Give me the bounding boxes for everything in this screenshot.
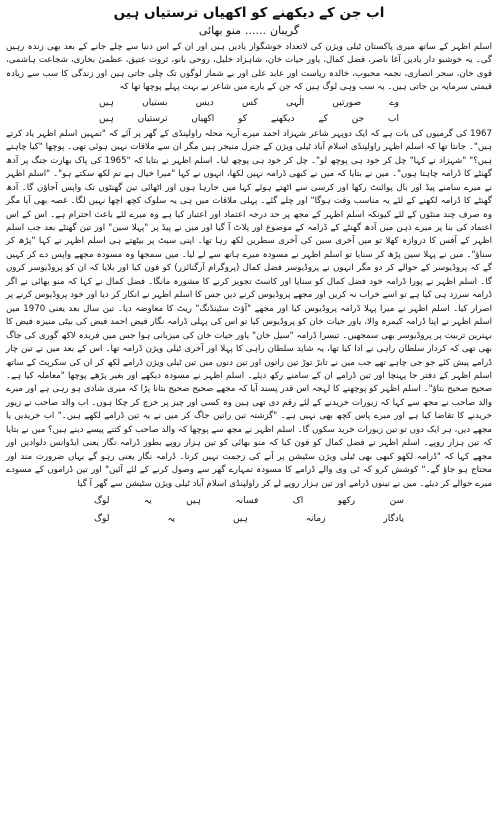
byline [6, 23, 492, 39]
couplet-1-line-2: اب جن کے دیکھنے کو اکھیاں ترستیاں ہیں [99, 113, 399, 124]
author-name: منو بھائی [198, 24, 241, 37]
couplet-2-line-2: یادگار زمانہ ہیں یہ لوگ [94, 514, 404, 525]
couplet-1-line-1: وے صورتیں الٰہی کس دیس بستیاں ہیں [99, 97, 399, 108]
paragraph-intro: اسلم اظہر کے ساتھ میری پاکستان ٹیلی ویژن کی لاتعداد خوشگوار یادیں ہیں اور ان کے اس دنیا سے چلے جانے کے بعد بھی زندہ رہیں گی۔ یہ خوشبو دار یادیں آغا ناصر، فضل کمال، یاور حیات خان، شاہزاد خلیل، روحی بانو، ثروت عتیق، عظمیٰ بخاری، شجاعت ہاشمی، قوی خان، سحر انصاری، نجمہ محبوب، خالدہ ریاست اور عابد علی اور بے شمار لوگوں تک چلی جاتی ہیں اور زندگی کا سب سے زیادہ قیمتی سرمایہ بن جاتی ہیں۔ یہ سب وہی لوگ ہیں کہ جن کے بارے میں شاعر نے بہت پہلے پوچھا تھا کہ [6, 42, 492, 93]
column-body [6, 41, 492, 527]
paragraph-main: 1967 کی گرمیوں کی بات ہے کہ ایک دوپہر شاعر شہزاد احمد میرے آریہ محلہ راولپنڈی کے گھر پر آئے کہ "تمہیں اسلم اظہر یاد کرتے ہیں"۔ جانتا تھا کہ اسلم اظہر راولپنڈی اسلام آباد ٹیلی ویژن کے جنرل منیجر ہیں مگر ان سے ملاقات نہیں ہوئی تھی۔ پوچھا "کیا چاہتے ہیں؟" "شہزاد نے کہا" چل کر خود ہی پوچھ لو"۔ چل کر خود ہی پوچھ لیا۔ اسلم اظہر نے بتایا کہ "1965 کی پاک بھارت جنگ پر آدھ گھنٹے کا ڈرامہ چاہتا ہوں"۔ میں نے بتایا کہ میں نے کبھی ڈرامہ نہیں لکھا، انہوں نے کہا "میرا خیال ہے تم لکھ سکتے ہو"۔ "اسلم اظہر نے میرے سامنے پیڈ اور بال پوائنٹ رکھا اور کرسی سے اٹھتے ہوئے کہا میں جارہا ہوں اور اٹھائی تین گھنٹوں تک واپس آجاؤں گا۔ آدھ گھنٹے کا ڈرامہ لکھنے کے لئے یہ مناسب وقت ہوگا" اور چلے گئے۔ پہلی ملاقات میں ہی یہ سلوک کچھ اچھا نہیں لگا۔ غصہ بھی آیا مگر وہ صرف چند منٹوں کے لئے کیونکہ اسلم اظہر کے مجھ پر حد درجہ اعتماد اور اعتبار کیا ہے وہ میرے لئے باعث احترام ہے۔ اس کے اس اعتماد کی بنا پر میرے ذہن میں آدھ گھنٹے کے ڈرامہ کے موضوع اور پلاٹ آ گیا اور میں نے پیڈ پر "پہلا سین" اور تین گھنٹے بعد جب اسلم اظہر کے آفس کا دروازہ کھلا تو میں آخری سین کی آخری سطریں لکھ رہا تھا۔ اپنی سیٹ پر بیٹھتے ہی اسلم اظہر نے کہا "پڑھ کر سناؤ"۔ میں نے پہلا سین پڑھ کر سنایا تو اسلم اظہر نے مسودہ میرے ہاتھ سے لے لیا۔ میں سمجھا وہ مسودہ مجھے واپس دے کر کہیں گے کہ پروڈیوسر کے حوالے کر دو مگر انہوں نے پروڈیوسر فضل کمال (پروگرام آرگنائزر) کو فون کیا اور بلایا کہ ان کو پروڈیوسر کروں گا۔ اسلم اظہر نے پورا ڈرامہ خود فضل کمال کو سنایا اور کاسٹ تجویز کرنے کا مشورہ مانگا۔ فضل کمال نے کہا کہ منو بھائی نے اگر ڈرامہ سرزد ہی کیا ہے تو اسے خراب نہ کریں اور مجھے پروڈیوس کرنے دیں جس کا اسلم اظہر نے انکار کر دیا اور خود پروڈیوس کرنے پر اصرار کیا۔ اسلم اظہر نے میرا پہلا ڈرامہ پروڈیوس کیا اور مجھے "آؤٹ سٹینڈنگ" ریٹ کا معاوضہ دیا۔ تین سال بعد یعنی 1970 میں اسلم اظہر نے اپنا ڈرامہ کیمرہ والا، یاور حیات خان کو پروڈیوس کیا تو اس کی پہلی ڈرامہ نگار فیض احمد فیض کی بیٹی منیزہ فیض کا بہترین تربیت پر پروڈیوسر بھی سمجھیں۔ تیسرا ڈرامہ "سیل خان" یاور حیات خان کی میزبانی ہوا جس میں فریدہ لاکھ گوری کی جاگ بھی تھی کہ کردار سلطان راہی نے ادا کیا تھا، یہ شاید سلطان راہی کا پہلا اور آخری ٹیلی ویژن ڈرامہ تھا۔ اس کے بعد میں نے تین چار ڈرامے پیش کئے جو جی چاہے تھے جب میں نے تابڑ توڑ تین راتوں اور تین دنوں میں تین ٹیلی ویژن ڈرامے لکھ کر ان کی سکرپٹ کے ساتھ اسلم اظہر کے دفتر جا پہنچا اور تین ڈرامے ان کے سامنے رکھ دیئے۔ اسلم اظہر نے مسودہ دیکھے اور بغیر پڑھے پوچھا "معاملہ کیا ہے۔ صحیح صحیح بتاؤ"۔ اسلم اظہر کو پوچھنے کا لہجہ اس قدر پسند آیا کہ مجھے صحیح صحیح بتانا پڑا کہ میری شادی ہو رہی ہے اور میرے والد صاحب نے مجھ سے کہا کہ زیورات خریدنے کے لئے رقم دی تھی ہیں وہ کسی اور چیز پر خرچ کر چکا ہوں۔ اب والد صاحب نے زیور خریدنے کا تقاضا کیا ہے اور میرے پاس کچھ بھی نہیں ہے۔ "گزشتہ تین راتیں جاگ کر میں نے یہ تین ڈرامے لکھے ہیں۔" اب خریدیں یا مجھے دیں، ہر ایک دوں تو تین زیورات خرید سکوں گا۔ اسلم اظہر نے مجھ سے پوچھا کہ والد صاحب کو کتنے پیسے دینے ہیں؟ میں نے بتایا کہ تین ہزار روپے۔ اسلم اظہر نے فضل کمال کو فون کیا کہ منو بھائی کو تین ہزار روپے بطور ڈرامہ نگار یعنی ایڈوانس دلوادیں اور مجھے کہا کہ "ڈرامہ لکھو کبھی بھی ٹیلی ویژن سٹیشن پر آنے کی زحمت نہیں کرنا۔ ڈرامہ نگار یعنی رہو گے یہاں ضرورت مند اور محتاج ہو جاؤ گے۔" کوشش کرو کہ ٹی وی والے ڈرامے کا مسودہ تمہارے گھر سے وصول کرنے کے لئے آئیں" اور تین ڈراموں کے مسودے میرے حوالے کر دیئے۔ میں نے تینوں ڈرامے اور تین ہزار روپے لے کر راولپنڈی اسلام آباد ٹیلی ویژن سٹیشن سے گھر آ گیا [6, 128, 492, 489]
byline-separator: ...... [245, 24, 266, 37]
column-name: گریبان [269, 24, 300, 37]
couplet-2-line-1: سن رکھو اک فسانہ ہیں یہ لوگ [94, 496, 404, 507]
column-title: اب جن کے دیکھنے کو اکھیاں ترستیاں ہیں [113, 5, 385, 21]
